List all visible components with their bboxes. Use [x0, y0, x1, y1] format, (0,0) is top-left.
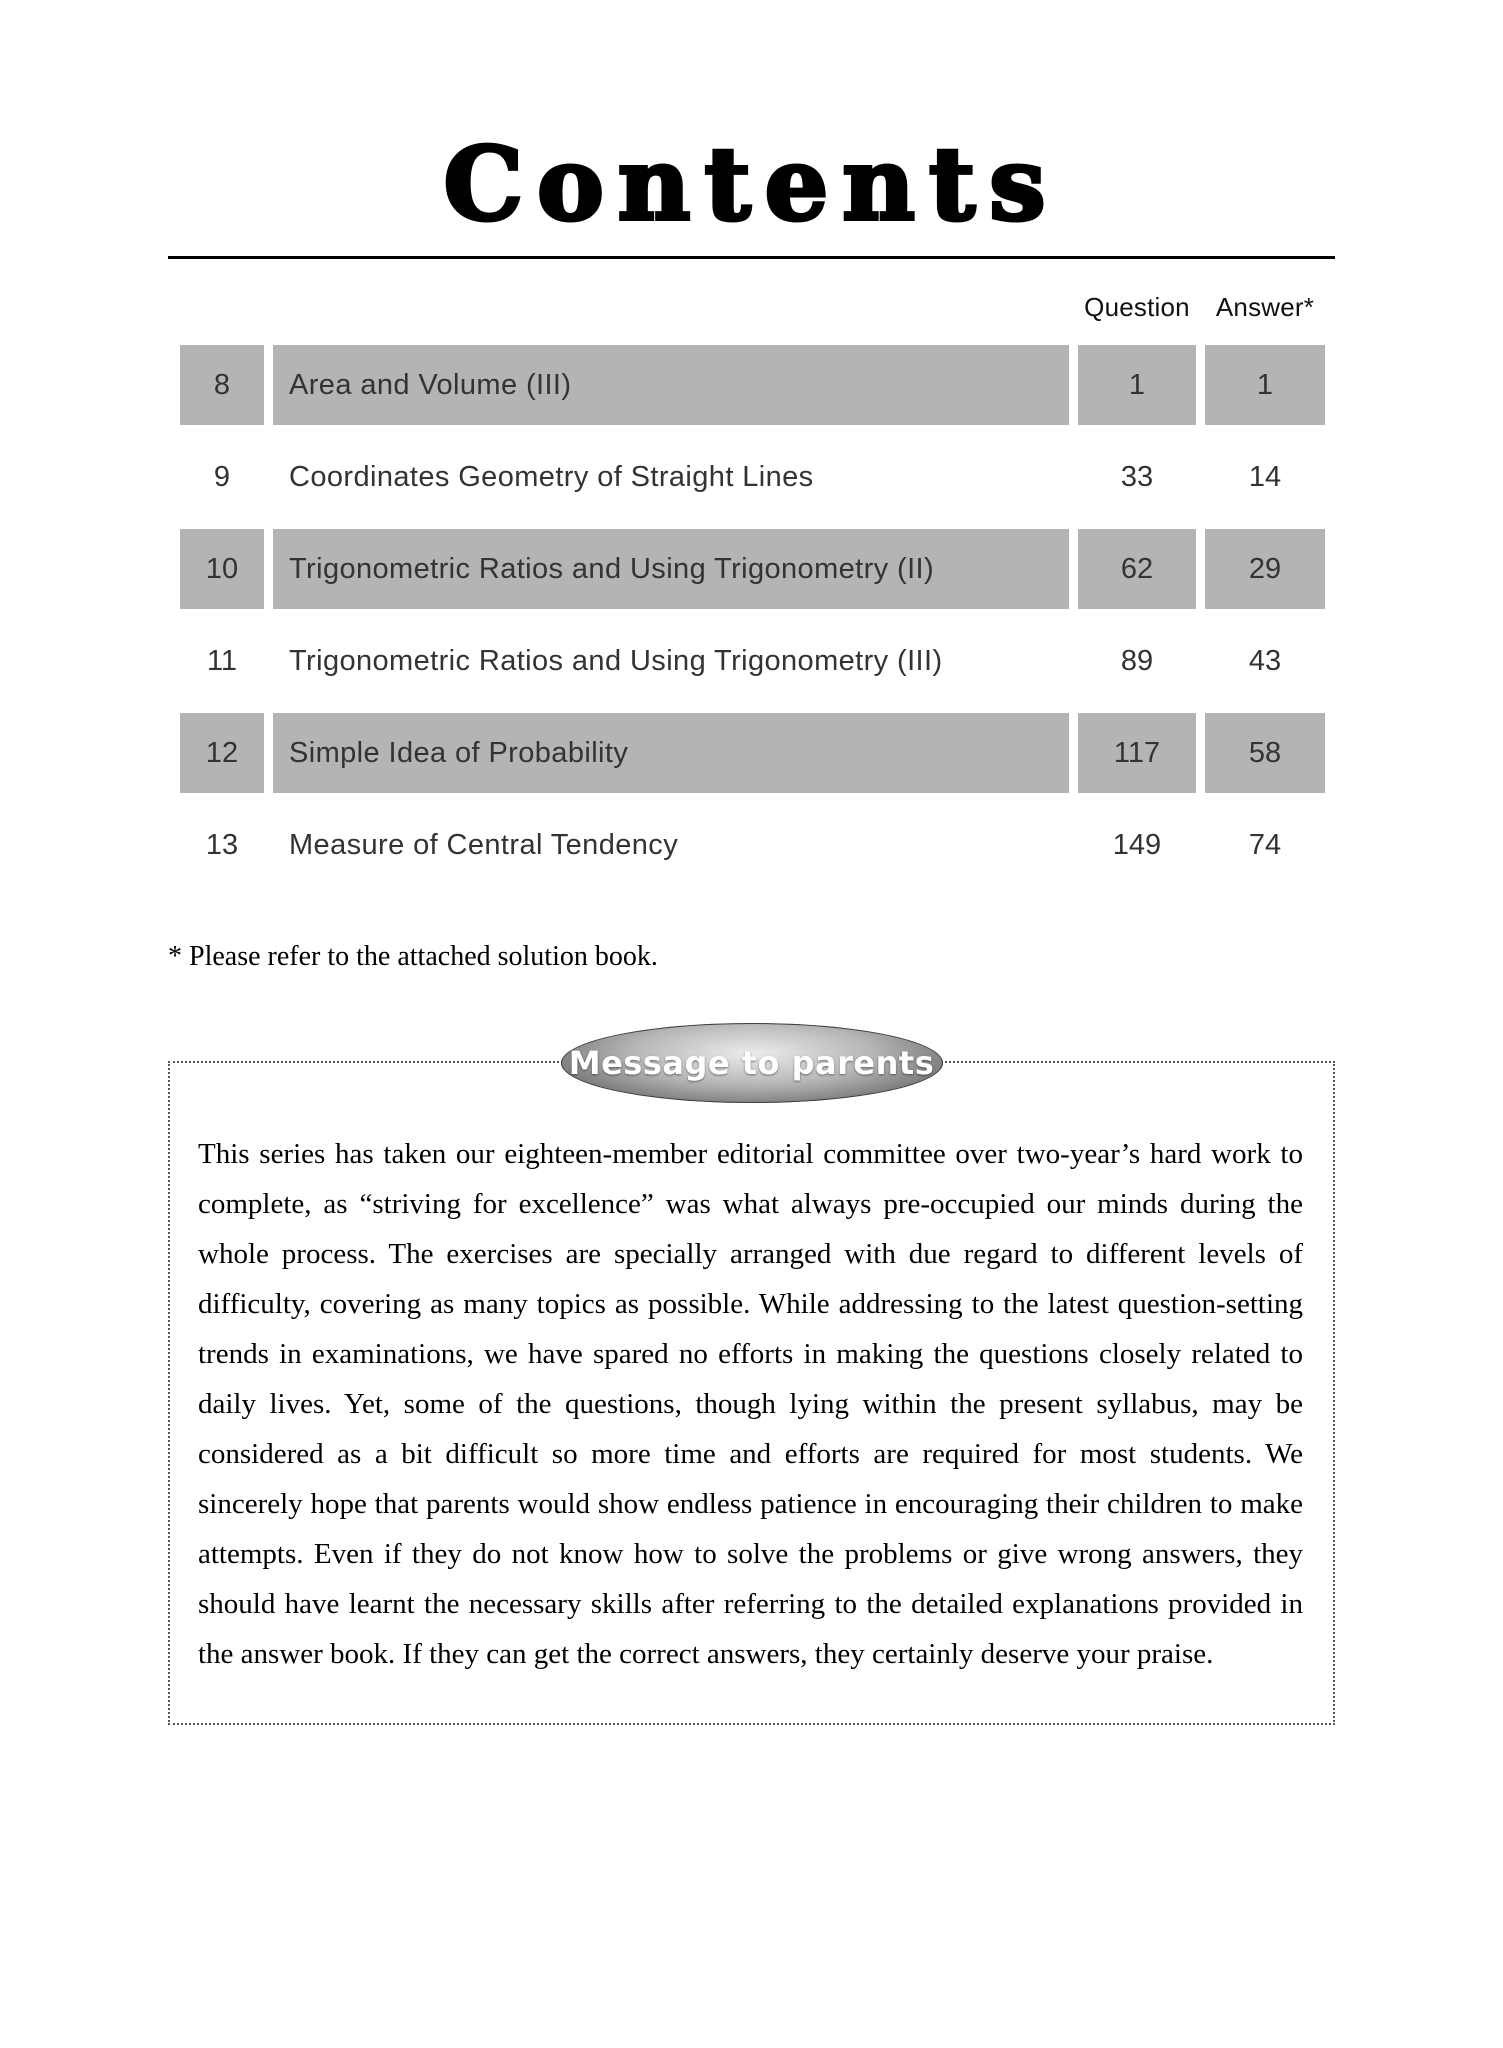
toc-header-row [180, 287, 1325, 323]
column-header-question: Question [1084, 292, 1190, 322]
chapter-number: 13 [205, 828, 239, 861]
question-page: 89 [1120, 644, 1154, 677]
answer-page: 74 [1248, 828, 1282, 861]
table-row [180, 713, 1325, 793]
header-spacer-number [180, 287, 264, 323]
question-page: 117 [1078, 713, 1196, 793]
chapter-number: 11 [206, 644, 238, 677]
question-page: 33 [1120, 460, 1154, 493]
title-rule [168, 256, 1335, 259]
table-row [180, 621, 1325, 701]
chapter-title: Trigonometric Ratios and Using Trigonometry (III) [289, 644, 943, 677]
chapter-title: Coordinates Geometry of Straight Lines [289, 460, 814, 493]
page-title: Contents [443, 125, 1060, 243]
message-badge: Message to parents [561, 1023, 943, 1103]
answer-page: 29 [1205, 529, 1325, 609]
table-row [180, 345, 1325, 425]
chapter-number: 10 [180, 529, 264, 609]
chapter-title: Measure of Central Tendency [289, 828, 679, 861]
chapter-title: Simple Idea of Probability [273, 713, 1069, 793]
answer-page: 1 [1205, 345, 1325, 425]
footnote: * Please refer to the attached solution book. [168, 941, 658, 972]
message-to-parents-box [168, 1044, 1335, 1725]
chapter-number: 8 [180, 345, 264, 425]
chapter-title: Trigonometric Ratios and Using Trigonometry (II) [273, 529, 1069, 609]
column-header-answer: Answer* [1215, 292, 1315, 322]
chapter-number: 9 [213, 460, 231, 493]
question-page: 1 [1078, 345, 1196, 425]
answer-page: 58 [1205, 713, 1325, 793]
question-page: 62 [1078, 529, 1196, 609]
answer-page: 14 [1248, 460, 1282, 493]
table-row [180, 437, 1325, 517]
message-body: This series has taken our eighteen-member editorial committee over two-year’s hard work to complete, as “striving for excellence” was what always pre-occupied our minds during the whole process. The exercises are specially arranged with due regard to different levels of difficulty, covering as many topics as possible. While addressing to the latest question-setting trends in examinations, we have spared no efforts in making the questions closely related to daily lives. Yet, some of the questions, though lying within the present syllabus, may be considered as a bit difficult so more time and efforts are required for most students. We sincerely hope that parents would show endless patience in encouraging their children to make attempts. Even if they do not know how to solve the problems or give wrong answers, they should have learnt the necessary skills after referring to the detailed explanations provided in the answer book. If they can get the correct answers, they certainly deserve your praise. [198, 1138, 1303, 1670]
page-content [168, 0, 1335, 1725]
table-of-contents [168, 287, 1335, 885]
answer-page: 43 [1248, 644, 1282, 677]
chapter-number: 12 [180, 713, 264, 793]
chapter-title: Area and Volume (III) [273, 345, 1069, 425]
table-row [180, 805, 1325, 885]
question-page: 149 [1112, 828, 1162, 861]
header-spacer-title [273, 287, 1069, 323]
table-row [180, 529, 1325, 609]
